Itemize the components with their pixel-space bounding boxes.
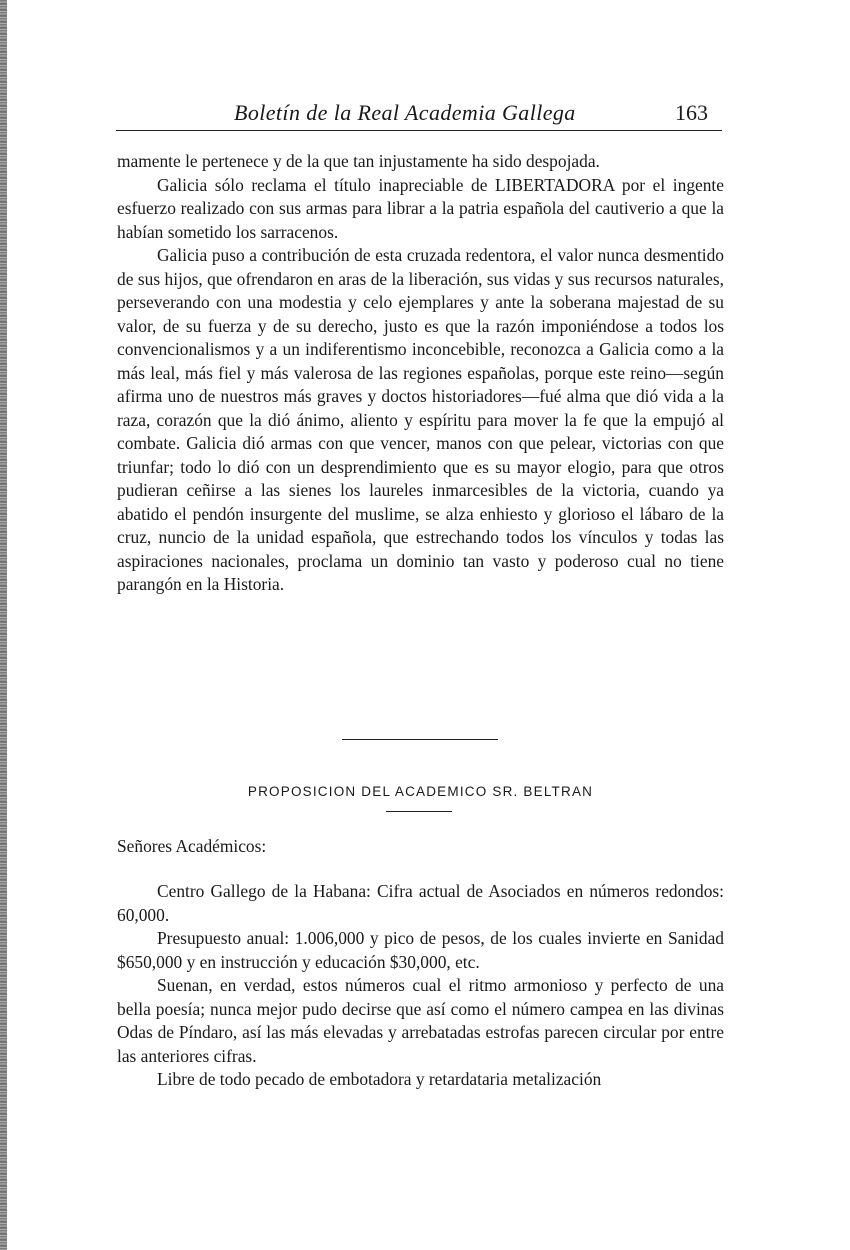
paragraph: Centro Gallego de la Habana: Cifra actual de Asociados en números redondos: 60,000. [117, 881, 724, 925]
paragraph: Presupuesto anual: 1.006,000 y pico de pesos, de los cuales invierte en Sanidad $650,000 y en instrucción y educación $30,000, etc. [117, 928, 724, 972]
section-heading: PROPOSICION DEL ACADEMICO SR. BELTRAN [247, 784, 594, 799]
page-binding-edge [0, 0, 7, 1250]
paragraph: Libre de todo pecado de embotadora y retardataria metalización [157, 1069, 602, 1089]
running-title: Boletín de la Real Academia Gallega [234, 100, 576, 125]
section-text-block [117, 880, 724, 1092]
paragraph: mamente le pertenece y de la que tan injustamente ha sido despojada. [117, 151, 600, 171]
section-divider [342, 739, 498, 740]
paragraph: Suenan, en verdad, estos números cual el ritmo armonioso y perfecto de una bella poesía; nunca mejor pudo decirse que así como el número campea en las divinas Odas de Píndaro, así las más elevadas y arrebatadas estrofas parecen circular por entre las anteriores cifras. [117, 975, 724, 1066]
paragraph: Galicia puso a contribución de esta cruzada redentora, el valor nunca desmentido de sus hijos, que ofrendaron en aras de la liberación, sus vidas y sus recursos naturales, perseverando con una modestia y celo ejemplares y ante la soberana majestad de su valor, de su fuerza y de su derecho, justo es que la razón imponiéndose a todos los convencionalismos y a un indiferentismo inconcebible, reconozca a Galicia como a la más leal, más fiel y más valerosa de las regiones españolas, porque este reino—según afirma uno de nuestros más graves y doctos historiadores—fué alma que dió vida a la raza, corazón que la dió ánimo, aliento y espíritu para mover la fe que la empujó al combate. Galicia dió armas con que vencer, manos con que pelear, victorias con que triunfar; todo lo dió con un desprendimiento que es su mayor elogio, para que otros pudieran ceñirse a las sienes los laureles inmarcesibles de la victoria, cuando ya abatido el pendón insurgente del muslime, se alza enhiesto y glorioso el lábaro de la cruz, nuncio de la unidad española, que estrechando todos los vínculos y todas las aspiraciones nacionales, proclama un dominio tan vasto y poderoso cual no tiene parangón en la Historia. [117, 245, 724, 594]
page-number: 163 [675, 100, 708, 125]
salutation: Señores Académicos: [117, 836, 267, 856]
heading-underline [386, 811, 452, 812]
body-text-block [117, 150, 724, 597]
paragraph: Galicia sólo reclama el título inapreciable de LIBERTADORA por el ingente esfuerzo realizado con sus armas para librar a la patria española del cautiverio a que la habían sometido los sarracenos. [117, 174, 724, 242]
running-header [116, 98, 722, 131]
